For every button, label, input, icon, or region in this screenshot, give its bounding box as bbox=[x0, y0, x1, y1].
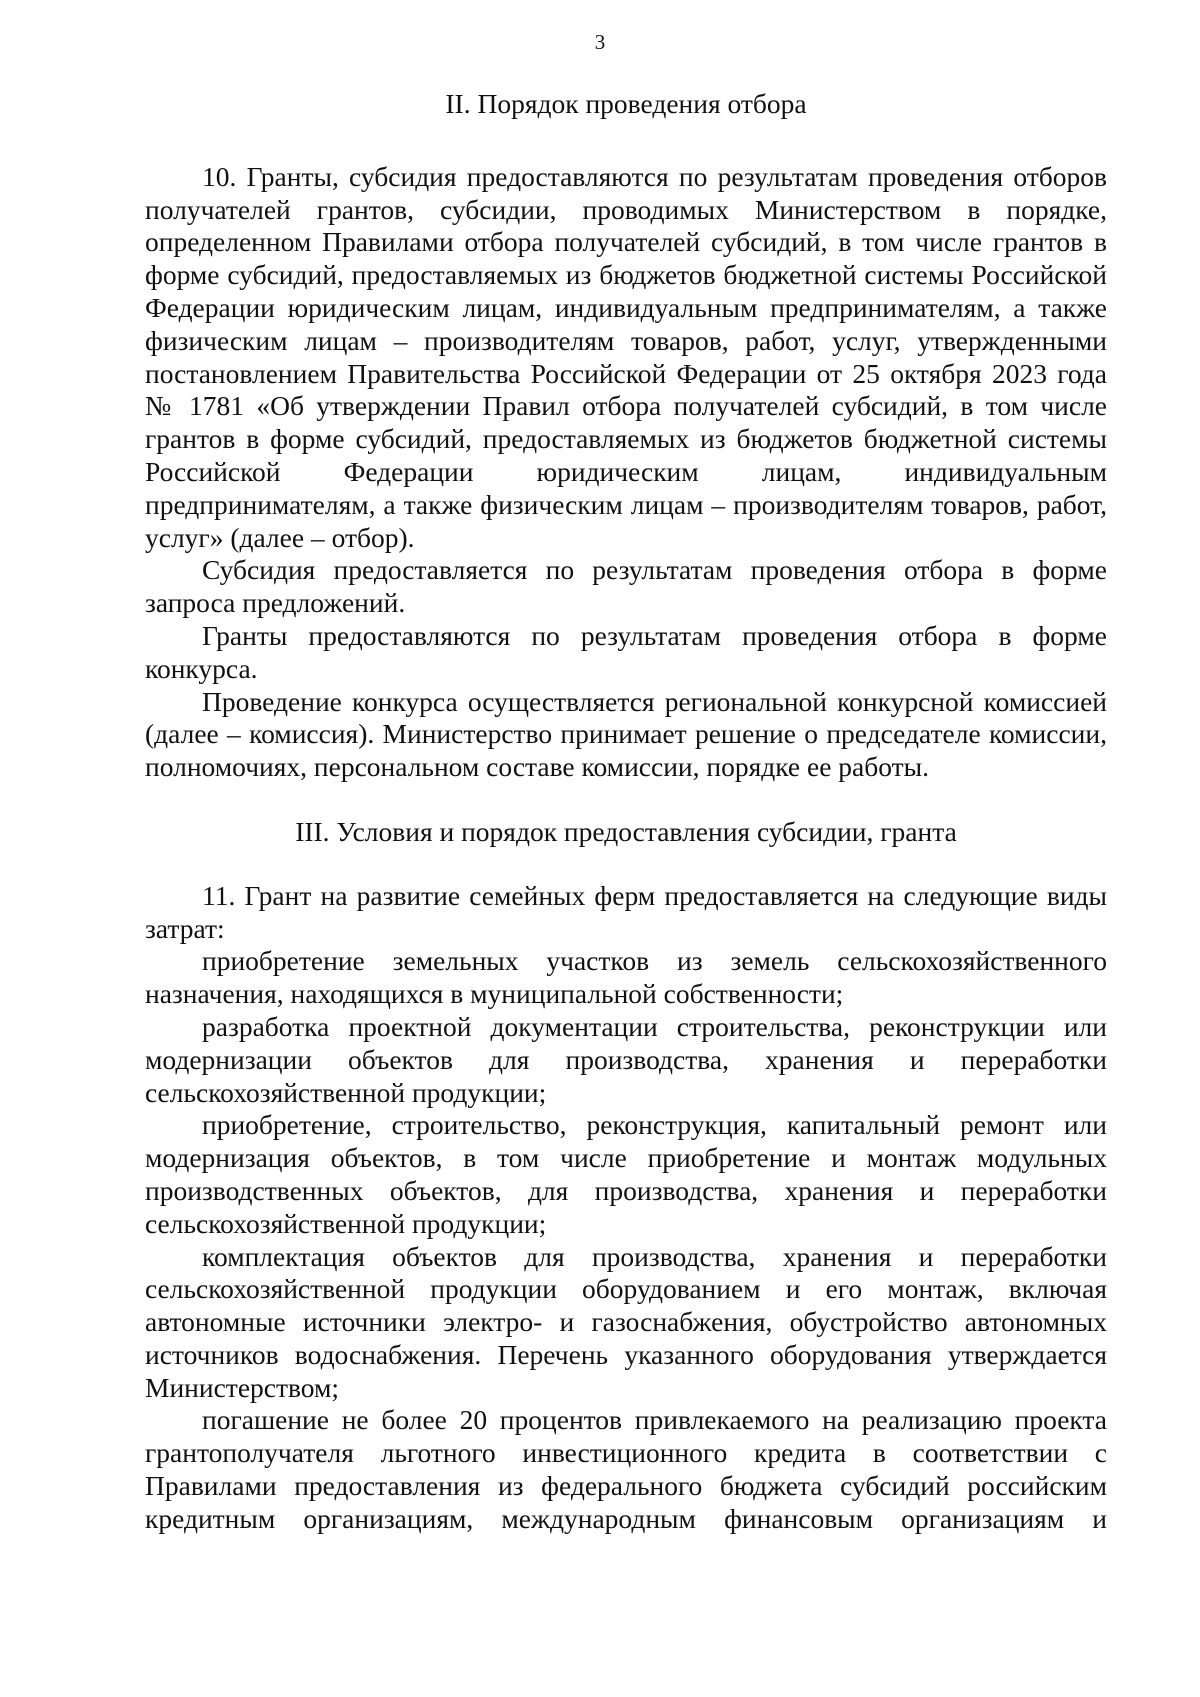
page-number: 3 bbox=[594, 30, 606, 54]
paragraph: приобретение, строительство, реконструкция, капитальный ремонт или модернизация объектов, в том числе приобретение и монтаж модульных производственных объектов, для производства, хранения и переработки сельскохозяйственной продукции; bbox=[145, 1109, 1107, 1239]
section-2-heading: II. Порядок проведения отбора bbox=[445, 88, 807, 119]
paragraph: Субсидия предоставляется по результатам проведения отбора в форме запроса предложений. bbox=[145, 554, 1107, 619]
paragraph-last: погашение не более 20 процентов привлекаемого на реализацию проекта грантополучателя льготного инвестиционного кредита в соответствии с Правилами предоставления из федерального бюджета субсидий российским кредитным организациям, международным финансовым организациям и bbox=[145, 1404, 1107, 1534]
paragraph: приобретение земельных участков из земель сельскохозяйственного назначения, находящихся в муниципальной собственности; bbox=[145, 945, 1107, 1010]
paragraph: комплектация объектов для производства, хранения и переработки сельскохозяйственной продукции оборудованием и его монтаж, включая автономные источники электро- и газоснабжения, обустройство автономных источников водоснабжения. Перечень указанного оборудования утверждается Министерством; bbox=[145, 1240, 1107, 1403]
document-body bbox=[145, 88, 1107, 1536]
paragraph: Гранты предоставляются по результатам проведения отбора в форме конкурса. bbox=[145, 619, 1107, 684]
paragraph: Проведение конкурса осуществляется региональной конкурсной комиссией (далее – комиссия). Министерство принимает решение о председателе комиссии, полномочиях, персональном составе комиссии, порядке ее работы. bbox=[145, 685, 1107, 783]
paragraph: 11. Грант на развитие семейных ферм предоставляется на следующие виды затрат: bbox=[145, 879, 1107, 944]
paragraph: разработка проектной документации строительства, реконструкции или модернизации объектов для производства, хранения и переработки сельскохозяйственной продукции; bbox=[145, 1010, 1107, 1108]
section-3-heading: III. Условия и порядок предоставления субсидии, гранта bbox=[295, 815, 957, 847]
paragraph: 10. Гранты, субсидия предоставляются по результатам проведения отборов получателей грантов, субсидии, проводимых Министерством в порядке, определенном Правилами отбора получателей субсидий, в том числе грантов в форме субсидий, предоставляемых из бюджетов бюджетной системы Российской Федерации юридическим лицам, индивидуальным предпринимателям, а также физическим лицам – производителям товаров, работ, услуг, утвержденными постановлением Правительства Российской Федерации от 25 октября 2023 года № 1781 «Об утверждении Правил отбора получателей субсидий, в том числе грантов в форме субсидий, предоставляемых из бюджетов бюджетной системы Российской Федерации юридическим лицам, индивидуальным предпринимателям, а также физическим лицам – производителям товаров, работ, услуг» (далее – отбор). bbox=[145, 160, 1107, 553]
